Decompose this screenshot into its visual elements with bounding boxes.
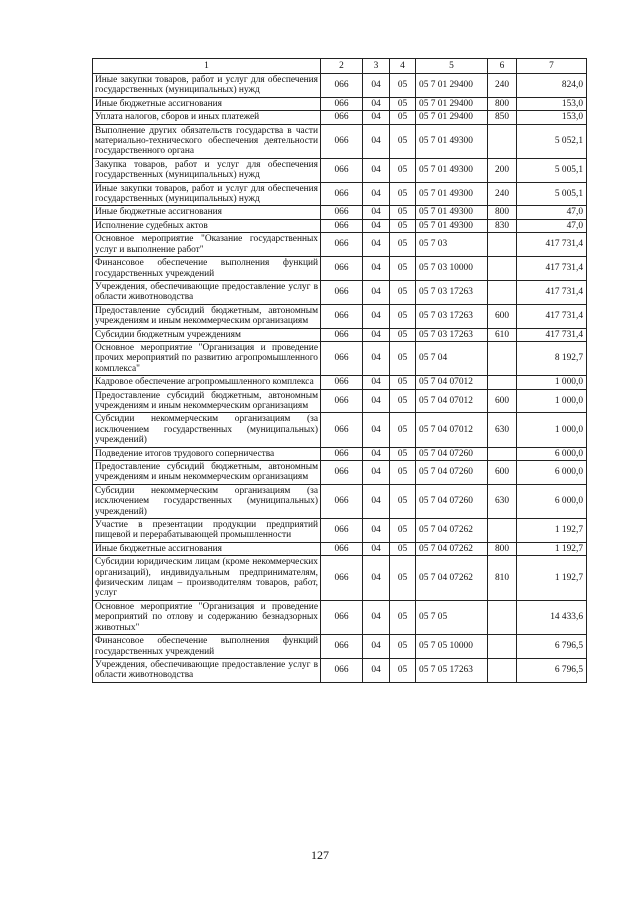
row-target-code: 05 7 04 07262 bbox=[416, 542, 488, 555]
row-subsection-code: 05 bbox=[390, 233, 416, 257]
row-ministry-code: 066 bbox=[321, 542, 363, 555]
row-section-code: 04 bbox=[363, 447, 390, 460]
row-section-code: 04 bbox=[363, 376, 390, 389]
row-section-code: 04 bbox=[363, 556, 390, 601]
row-name: Субсидии некоммерческим организациям (за исключением государственных (муниципальных) учреждений) bbox=[93, 484, 321, 518]
row-amount: 5 052,1 bbox=[517, 124, 587, 158]
budget-table bbox=[92, 58, 587, 683]
row-target-code: 05 7 03 17263 bbox=[416, 280, 488, 304]
table-row bbox=[93, 219, 587, 232]
row-expense-type-code: 800 bbox=[488, 542, 517, 555]
page-number: 127 bbox=[311, 848, 329, 862]
row-subsection-code: 05 bbox=[390, 376, 416, 389]
row-amount: 5 005,1 bbox=[517, 182, 587, 206]
row-amount: 1 000,0 bbox=[517, 389, 587, 413]
row-expense-type-code bbox=[488, 341, 517, 375]
row-name: Основное мероприятие "Организация и проведение мероприятий по отлову и содержанию безнадзорных животных" bbox=[93, 600, 321, 634]
table-row bbox=[93, 519, 587, 543]
row-amount: 6 000,0 bbox=[517, 484, 587, 518]
table-row bbox=[93, 280, 587, 304]
row-name: Основное мероприятие "Организация и проведение прочих мероприятий по развитию агропромышленного комплекса" bbox=[93, 341, 321, 375]
row-expense-type-code: 610 bbox=[488, 328, 517, 341]
table-row bbox=[93, 658, 587, 682]
row-ministry-code: 066 bbox=[321, 341, 363, 375]
row-ministry-code: 066 bbox=[321, 461, 363, 485]
row-target-code: 05 7 03 bbox=[416, 233, 488, 257]
row-ministry-code: 066 bbox=[321, 389, 363, 413]
row-subsection-code: 05 bbox=[390, 413, 416, 447]
row-expense-type-code bbox=[488, 519, 517, 543]
row-ministry-code: 066 bbox=[321, 447, 363, 460]
row-target-code: 05 7 01 49300 bbox=[416, 219, 488, 232]
row-subsection-code: 05 bbox=[390, 542, 416, 555]
table-row bbox=[93, 447, 587, 460]
row-target-code: 05 7 04 07260 bbox=[416, 447, 488, 460]
row-ministry-code: 066 bbox=[321, 206, 363, 219]
row-name: Исполнение судебных актов bbox=[93, 219, 321, 232]
row-expense-type-code: 800 bbox=[488, 97, 517, 110]
row-subsection-code: 05 bbox=[390, 635, 416, 659]
row-section-code: 04 bbox=[363, 542, 390, 555]
row-expense-type-code: 630 bbox=[488, 484, 517, 518]
table-row bbox=[93, 389, 587, 413]
row-expense-type-code: 630 bbox=[488, 413, 517, 447]
row-ministry-code: 066 bbox=[321, 257, 363, 281]
row-target-code: 05 7 01 29400 bbox=[416, 97, 488, 110]
header-col-2: 2 bbox=[321, 59, 363, 74]
row-subsection-code: 05 bbox=[390, 97, 416, 110]
row-name: Иные закупки товаров, работ и услуг для обеспечения государственных (муниципальных) нужд bbox=[93, 182, 321, 206]
row-subsection-code: 05 bbox=[390, 304, 416, 328]
row-subsection-code: 05 bbox=[390, 206, 416, 219]
row-section-code: 04 bbox=[363, 124, 390, 158]
row-section-code: 04 bbox=[363, 304, 390, 328]
row-section-code: 04 bbox=[363, 635, 390, 659]
row-subsection-code: 05 bbox=[390, 556, 416, 601]
row-subsection-code: 05 bbox=[390, 328, 416, 341]
table-row bbox=[93, 74, 587, 98]
row-subsection-code: 05 bbox=[390, 219, 416, 232]
row-ministry-code: 066 bbox=[321, 124, 363, 158]
row-ministry-code: 066 bbox=[321, 635, 363, 659]
table-row bbox=[93, 328, 587, 341]
table-row bbox=[93, 111, 587, 124]
row-expense-type-code bbox=[488, 376, 517, 389]
row-section-code: 04 bbox=[363, 389, 390, 413]
table-row bbox=[93, 182, 587, 206]
row-ministry-code: 066 bbox=[321, 74, 363, 98]
row-target-code: 05 7 03 10000 bbox=[416, 257, 488, 281]
row-ministry-code: 066 bbox=[321, 658, 363, 682]
row-section-code: 04 bbox=[363, 219, 390, 232]
row-name: Участие в презентации продукции предприятий пищевой и перерабатывающей промышленности bbox=[93, 519, 321, 543]
row-name: Иные бюджетные ассигнования bbox=[93, 97, 321, 110]
row-amount: 5 005,1 bbox=[517, 158, 587, 182]
row-subsection-code: 05 bbox=[390, 389, 416, 413]
row-amount: 47,0 bbox=[517, 206, 587, 219]
row-section-code: 04 bbox=[363, 206, 390, 219]
table-row bbox=[93, 304, 587, 328]
row-name: Предоставление субсидий бюджетным, автономным учреждениям и иным некоммерческим организациям bbox=[93, 389, 321, 413]
row-section-code: 04 bbox=[363, 519, 390, 543]
row-amount: 8 192,7 bbox=[517, 341, 587, 375]
table-body bbox=[93, 74, 587, 683]
row-ministry-code: 066 bbox=[321, 328, 363, 341]
row-amount: 417 731,4 bbox=[517, 257, 587, 281]
table-row bbox=[93, 556, 587, 601]
row-section-code: 04 bbox=[363, 461, 390, 485]
row-expense-type-code bbox=[488, 257, 517, 281]
row-name: Выполнение других обязательств государства в части материально-технического обеспечения деятельности государственного органа bbox=[93, 124, 321, 158]
row-amount: 417 731,4 bbox=[517, 233, 587, 257]
row-target-code: 05 7 05 10000 bbox=[416, 635, 488, 659]
row-ministry-code: 066 bbox=[321, 182, 363, 206]
row-ministry-code: 066 bbox=[321, 413, 363, 447]
row-name: Субсидии некоммерческим организациям (за исключением государственных (муниципальных) учреждений) bbox=[93, 413, 321, 447]
table-row bbox=[93, 124, 587, 158]
table-row bbox=[93, 206, 587, 219]
row-ministry-code: 066 bbox=[321, 484, 363, 518]
row-expense-type-code bbox=[488, 600, 517, 634]
row-expense-type-code: 600 bbox=[488, 389, 517, 413]
row-section-code: 04 bbox=[363, 158, 390, 182]
row-section-code: 04 bbox=[363, 328, 390, 341]
row-amount: 6 796,5 bbox=[517, 635, 587, 659]
table-row bbox=[93, 484, 587, 518]
row-expense-type-code bbox=[488, 124, 517, 158]
row-subsection-code: 05 bbox=[390, 74, 416, 98]
row-expense-type-code: 240 bbox=[488, 74, 517, 98]
row-target-code: 05 7 04 07012 bbox=[416, 413, 488, 447]
row-name: Подведение итогов трудового соперничества bbox=[93, 447, 321, 460]
row-amount: 417 731,4 bbox=[517, 304, 587, 328]
row-name: Уплата налогов, сборов и иных платежей bbox=[93, 111, 321, 124]
row-amount: 6 796,5 bbox=[517, 658, 587, 682]
table-row bbox=[93, 413, 587, 447]
row-target-code: 05 7 04 07260 bbox=[416, 484, 488, 518]
row-section-code: 04 bbox=[363, 233, 390, 257]
row-name: Кадровое обеспечение агропромышленного комплекса bbox=[93, 376, 321, 389]
row-name: Субсидии бюджетным учреждениям bbox=[93, 328, 321, 341]
table-row bbox=[93, 600, 587, 634]
row-subsection-code: 05 bbox=[390, 519, 416, 543]
row-target-code: 05 7 01 49300 bbox=[416, 182, 488, 206]
row-subsection-code: 05 bbox=[390, 658, 416, 682]
row-subsection-code: 05 bbox=[390, 484, 416, 518]
row-expense-type-code bbox=[488, 280, 517, 304]
row-target-code: 05 7 01 29400 bbox=[416, 111, 488, 124]
table-row bbox=[93, 341, 587, 375]
row-amount: 6 000,0 bbox=[517, 461, 587, 485]
row-section-code: 04 bbox=[363, 111, 390, 124]
row-expense-type-code: 600 bbox=[488, 304, 517, 328]
header-col-5: 5 bbox=[416, 59, 488, 74]
row-name: Иные бюджетные ассигнования bbox=[93, 542, 321, 555]
row-section-code: 04 bbox=[363, 484, 390, 518]
row-subsection-code: 05 bbox=[390, 447, 416, 460]
row-section-code: 04 bbox=[363, 257, 390, 281]
row-name: Основное мероприятие "Оказание государственных услуг и выполнение работ" bbox=[93, 233, 321, 257]
header-col-3: 3 bbox=[363, 59, 390, 74]
row-amount: 1 000,0 bbox=[517, 376, 587, 389]
row-amount: 153,0 bbox=[517, 97, 587, 110]
row-ministry-code: 066 bbox=[321, 556, 363, 601]
row-target-code: 05 7 04 07262 bbox=[416, 519, 488, 543]
row-target-code: 05 7 01 49300 bbox=[416, 124, 488, 158]
row-section-code: 04 bbox=[363, 658, 390, 682]
row-target-code: 05 7 03 17263 bbox=[416, 328, 488, 341]
row-target-code: 05 7 03 17263 bbox=[416, 304, 488, 328]
row-target-code: 05 7 01 49300 bbox=[416, 158, 488, 182]
row-ministry-code: 066 bbox=[321, 111, 363, 124]
row-name: Закупка товаров, работ и услуг для обеспечения государственных (муниципальных) нужд bbox=[93, 158, 321, 182]
row-expense-type-code: 830 bbox=[488, 219, 517, 232]
row-expense-type-code bbox=[488, 635, 517, 659]
row-section-code: 04 bbox=[363, 74, 390, 98]
row-ministry-code: 066 bbox=[321, 280, 363, 304]
row-subsection-code: 05 bbox=[390, 158, 416, 182]
row-expense-type-code: 810 bbox=[488, 556, 517, 601]
row-amount: 1 192,7 bbox=[517, 542, 587, 555]
table-row bbox=[93, 233, 587, 257]
table-row bbox=[93, 257, 587, 281]
row-subsection-code: 05 bbox=[390, 461, 416, 485]
table-row bbox=[93, 635, 587, 659]
row-amount: 6 000,0 bbox=[517, 447, 587, 460]
row-amount: 1 000,0 bbox=[517, 413, 587, 447]
row-amount: 1 192,7 bbox=[517, 556, 587, 601]
row-ministry-code: 066 bbox=[321, 158, 363, 182]
row-amount: 417 731,4 bbox=[517, 328, 587, 341]
row-name: Предоставление субсидий бюджетным, автономным учреждениям и иным некоммерческим организациям bbox=[93, 461, 321, 485]
row-expense-type-code: 800 bbox=[488, 206, 517, 219]
row-target-code: 05 7 01 49300 bbox=[416, 206, 488, 219]
row-target-code: 05 7 01 29400 bbox=[416, 74, 488, 98]
row-name: Субсидии юридическим лицам (кроме некоммерческих организаций), индивидуальным предпринимателям, физическим лицам – производителям товаров, работ, услуг bbox=[93, 556, 321, 601]
row-name: Учреждения, обеспечивающие предоставление услуг в области животноводства bbox=[93, 658, 321, 682]
table-row bbox=[93, 97, 587, 110]
row-amount: 153,0 bbox=[517, 111, 587, 124]
row-expense-type-code: 600 bbox=[488, 461, 517, 485]
row-section-code: 04 bbox=[363, 182, 390, 206]
row-name: Иные бюджетные ассигнования bbox=[93, 206, 321, 219]
row-ministry-code: 066 bbox=[321, 304, 363, 328]
header-col-1: 1 bbox=[93, 59, 321, 74]
row-ministry-code: 066 bbox=[321, 600, 363, 634]
row-amount: 47,0 bbox=[517, 219, 587, 232]
row-target-code: 05 7 04 07012 bbox=[416, 376, 488, 389]
row-section-code: 04 bbox=[363, 413, 390, 447]
table-row bbox=[93, 461, 587, 485]
row-subsection-code: 05 bbox=[390, 341, 416, 375]
header-col-6: 6 bbox=[488, 59, 517, 74]
row-target-code: 05 7 05 bbox=[416, 600, 488, 634]
header-col-4: 4 bbox=[390, 59, 416, 74]
row-ministry-code: 066 bbox=[321, 233, 363, 257]
row-target-code: 05 7 04 bbox=[416, 341, 488, 375]
table-header-row bbox=[93, 59, 587, 74]
row-subsection-code: 05 bbox=[390, 257, 416, 281]
row-subsection-code: 05 bbox=[390, 111, 416, 124]
row-ministry-code: 066 bbox=[321, 376, 363, 389]
row-expense-type-code bbox=[488, 447, 517, 460]
header-col-7: 7 bbox=[517, 59, 587, 74]
row-subsection-code: 05 bbox=[390, 124, 416, 158]
row-ministry-code: 066 bbox=[321, 519, 363, 543]
row-expense-type-code: 850 bbox=[488, 111, 517, 124]
row-expense-type-code: 240 bbox=[488, 182, 517, 206]
row-section-code: 04 bbox=[363, 600, 390, 634]
table-row bbox=[93, 158, 587, 182]
row-target-code: 05 7 05 17263 bbox=[416, 658, 488, 682]
row-section-code: 04 bbox=[363, 280, 390, 304]
row-section-code: 04 bbox=[363, 97, 390, 110]
row-amount: 14 433,6 bbox=[517, 600, 587, 634]
row-target-code: 05 7 04 07262 bbox=[416, 556, 488, 601]
row-name: Финансовое обеспечение выполнения функций государственных учреждений bbox=[93, 635, 321, 659]
row-amount: 824,0 bbox=[517, 74, 587, 98]
row-name: Учреждения, обеспечивающие предоставление услуг в области животноводства bbox=[93, 280, 321, 304]
row-ministry-code: 066 bbox=[321, 97, 363, 110]
row-name: Иные закупки товаров, работ и услуг для обеспечения государственных (муниципальных) нужд bbox=[93, 74, 321, 98]
row-subsection-code: 05 bbox=[390, 600, 416, 634]
row-ministry-code: 066 bbox=[321, 219, 363, 232]
row-amount: 417 731,4 bbox=[517, 280, 587, 304]
row-name: Финансовое обеспечение выполнения функций государственных учреждений bbox=[93, 257, 321, 281]
row-name: Предоставление субсидий бюджетным, автономным учреждениям и иным некоммерческим организациям bbox=[93, 304, 321, 328]
row-subsection-code: 05 bbox=[390, 182, 416, 206]
row-expense-type-code bbox=[488, 658, 517, 682]
table-row bbox=[93, 542, 587, 555]
row-target-code: 05 7 04 07260 bbox=[416, 461, 488, 485]
table-row bbox=[93, 376, 587, 389]
row-amount: 1 192,7 bbox=[517, 519, 587, 543]
row-expense-type-code bbox=[488, 233, 517, 257]
row-expense-type-code: 200 bbox=[488, 158, 517, 182]
row-target-code: 05 7 04 07012 bbox=[416, 389, 488, 413]
row-subsection-code: 05 bbox=[390, 280, 416, 304]
row-section-code: 04 bbox=[363, 341, 390, 375]
